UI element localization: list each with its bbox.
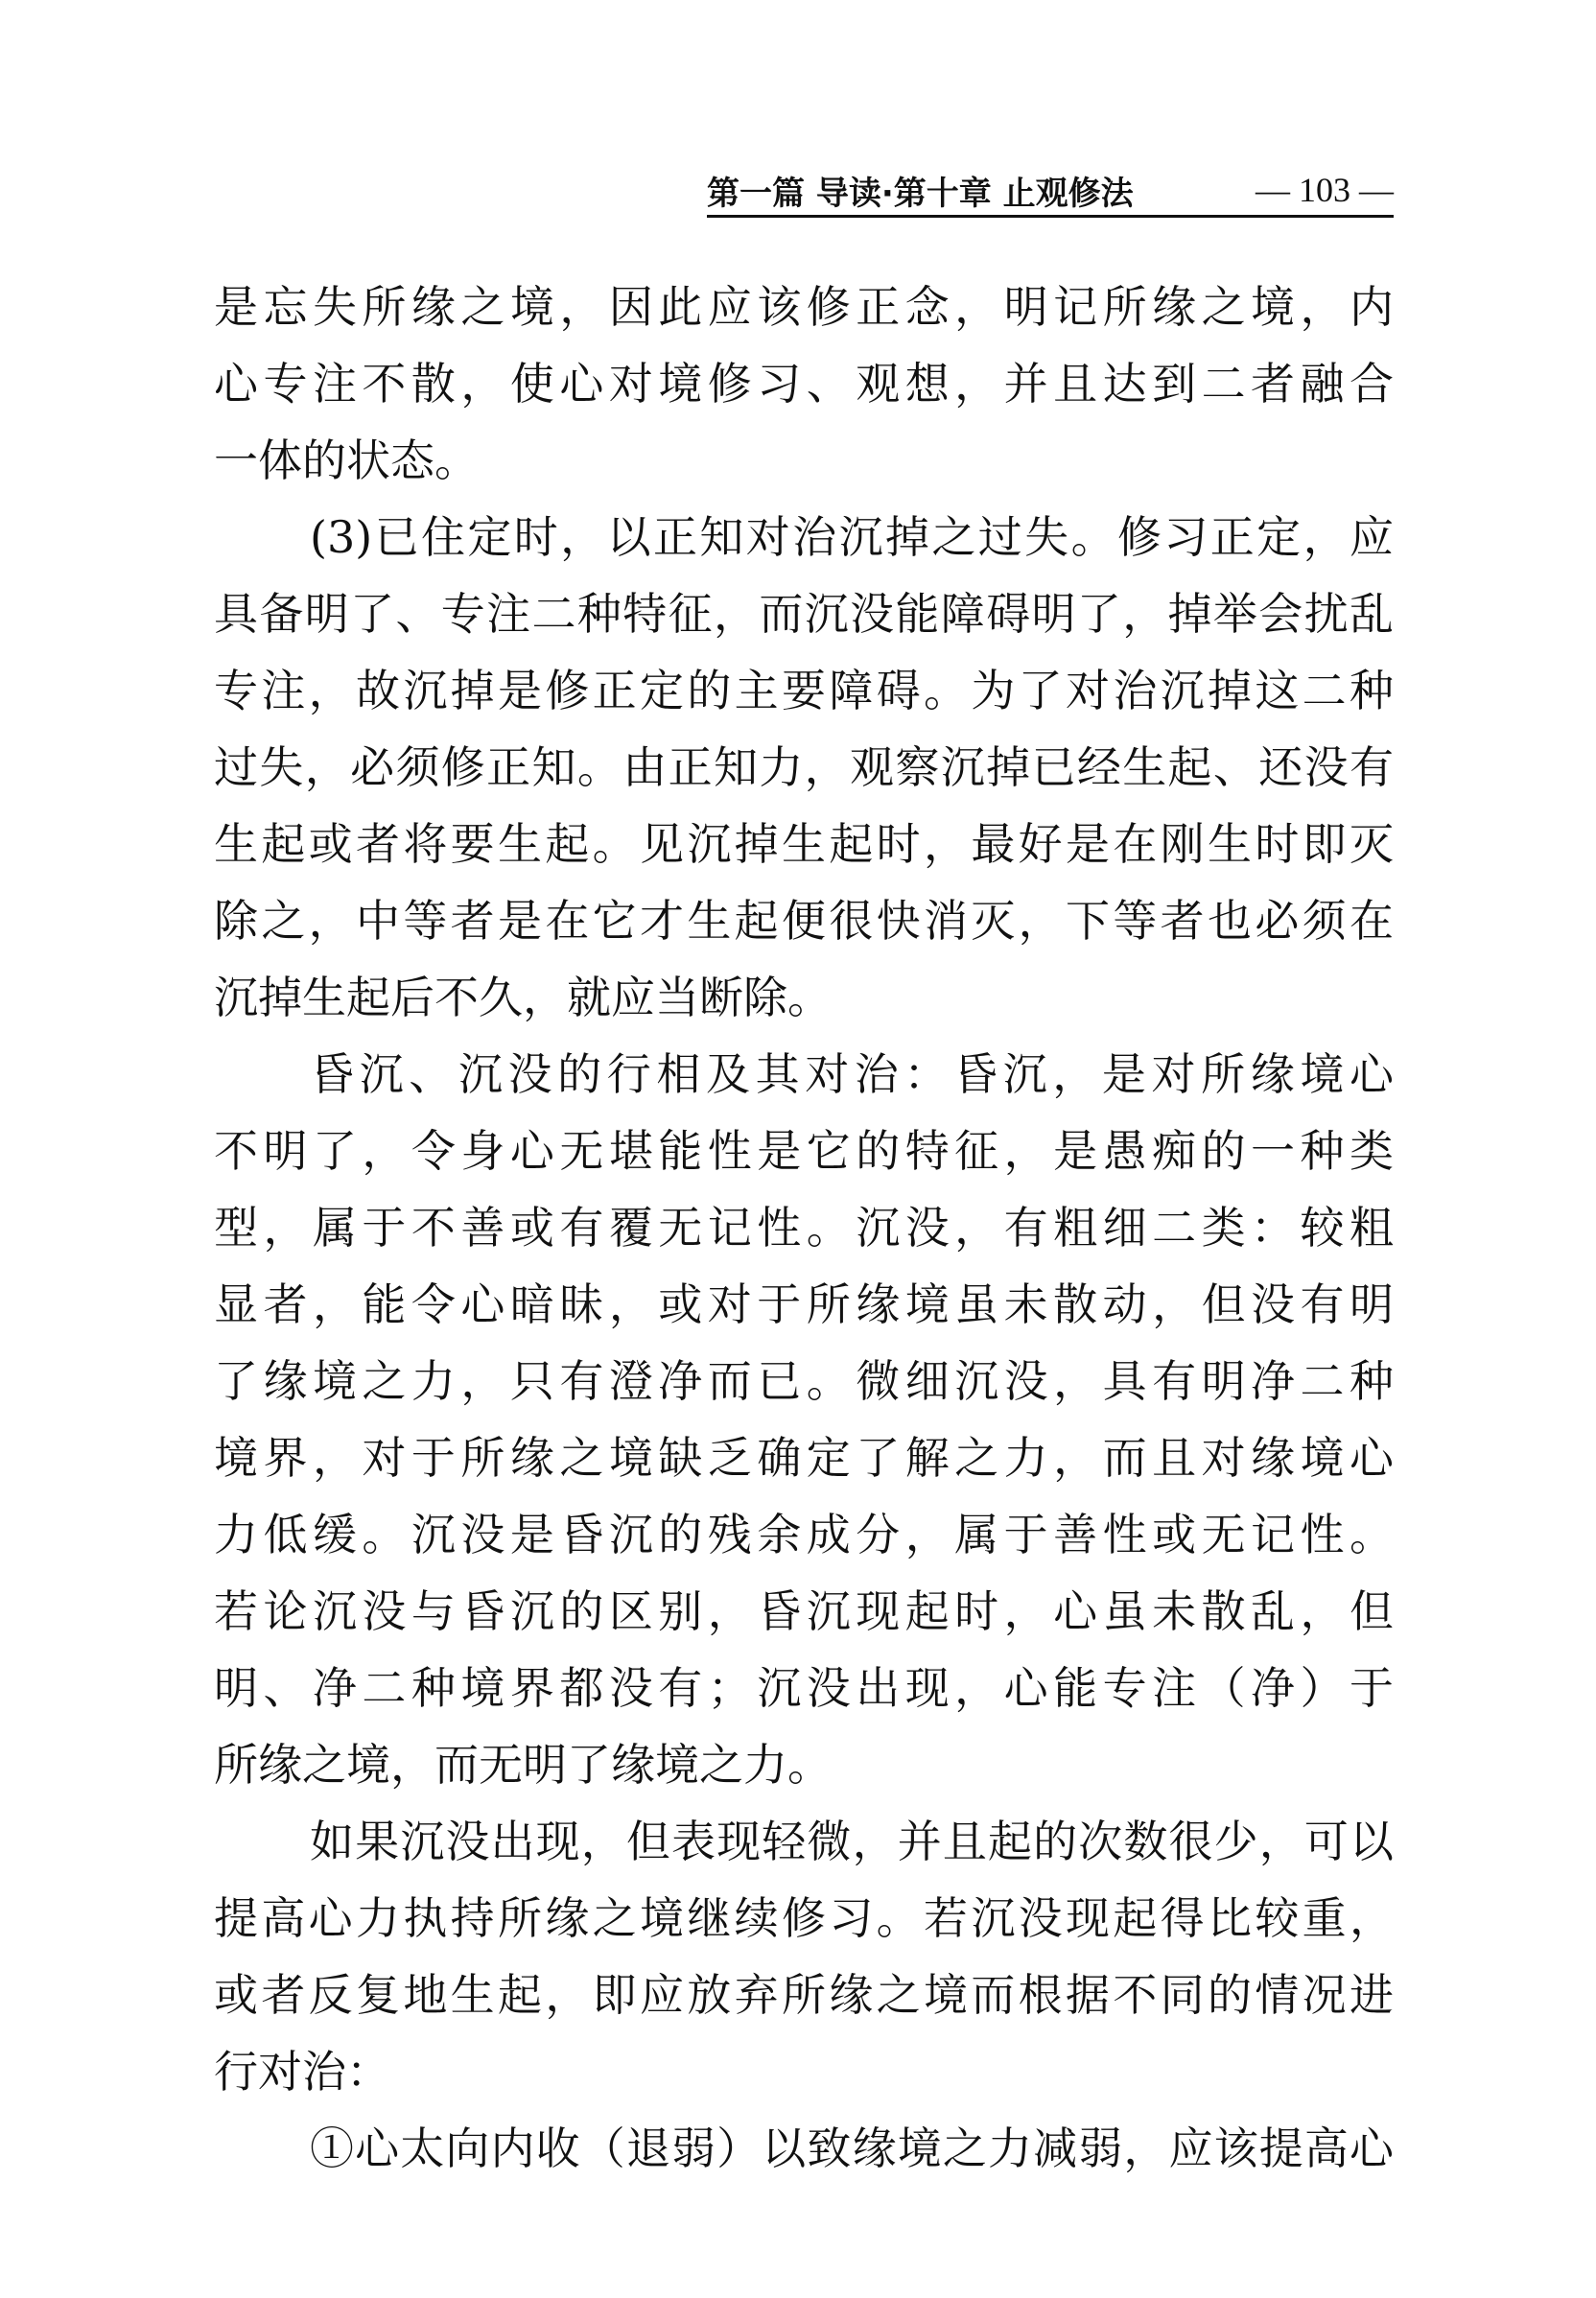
text-line: (3)已住定时，以正知对治沉掉之过失。修习正定，应	[310, 511, 1394, 563]
running-title: 第一篇 导读·第十章 止观修法	[707, 174, 1134, 213]
text-line: 心专注不散，使心对境修习、观想，并且达到二者融合	[214, 358, 1394, 410]
text-line: 提高心力执持所缘之境继续修习。若沉没现起得比较重，	[214, 1892, 1394, 1944]
text-line: 力低缓。沉没是昏沉的残余成分，属于善性或无记性。	[214, 1509, 1394, 1560]
text-line: 所缘之境，而无明了缘境之力。	[214, 1739, 832, 1791]
text-line: 行对治：	[214, 2046, 390, 2098]
text-line: 明、净二种境界都没有；沉没出现，心能专注（净）于	[214, 1662, 1394, 1714]
text-line: 若论沉没与昏沉的区别，昏沉现起时，心虽未散乱，但	[214, 1585, 1394, 1637]
text-line: ①心太向内收（退弱）以致缘境之力减弱，应该提高心	[310, 2122, 1394, 2174]
running-header	[707, 169, 1394, 211]
text-line: 如果沉没出现，但表现轻微，并且起的次数很少，可以	[310, 1816, 1394, 1867]
text-line: 沉掉生起后不久，就应当断除。	[214, 972, 832, 1023]
text-line: 生起或者将要生起。见沉掉生起时，最好是在刚生时即灭	[214, 818, 1394, 870]
text-line: 专注，故沉掉是修正定的主要障碍。为了对治沉掉这二种	[214, 665, 1394, 716]
text-line: 境界，对于所缘之境缺乏确定了解之力，而且对缘境心	[214, 1432, 1394, 1484]
text-line: 具备明了、专注二种特征，而沉没能障碍明了，掉举会扰乱	[214, 588, 1394, 640]
text-line: 型，属于不善或有覆无记性。沉没，有粗细二类：较粗	[214, 1202, 1394, 1254]
text-line: 除之，中等者是在它才生起便很快消灭，下等者也必须在	[214, 895, 1394, 947]
text-line: 不明了，令身心无堪能性是它的特征，是愚痴的一种类	[214, 1125, 1394, 1177]
text-line: 一体的状态。	[214, 434, 479, 486]
text-line: 或者反复地生起，即应放弃所缘之境而根据不同的情况进	[214, 1969, 1394, 2021]
text-line: 是忘失所缘之境，因此应该修正念，明记所缘之境，内	[214, 281, 1394, 333]
text-line: 显者，能令心暗昧，或对于所缘境虽未散动，但没有明	[214, 1278, 1394, 1330]
page-number: — 103 —	[1256, 171, 1394, 209]
text-line: 了缘境之力，只有澄净而已。微细沉没，具有明净二种	[214, 1355, 1394, 1407]
text-line: 过失，必须修正知。由正知力，观察沉掉已经生起、还没有	[214, 741, 1394, 793]
text-line: 昏沉、沉没的行相及其对治：昏沉，是对所缘境心	[310, 1048, 1394, 1100]
header-rule	[707, 215, 1394, 218]
